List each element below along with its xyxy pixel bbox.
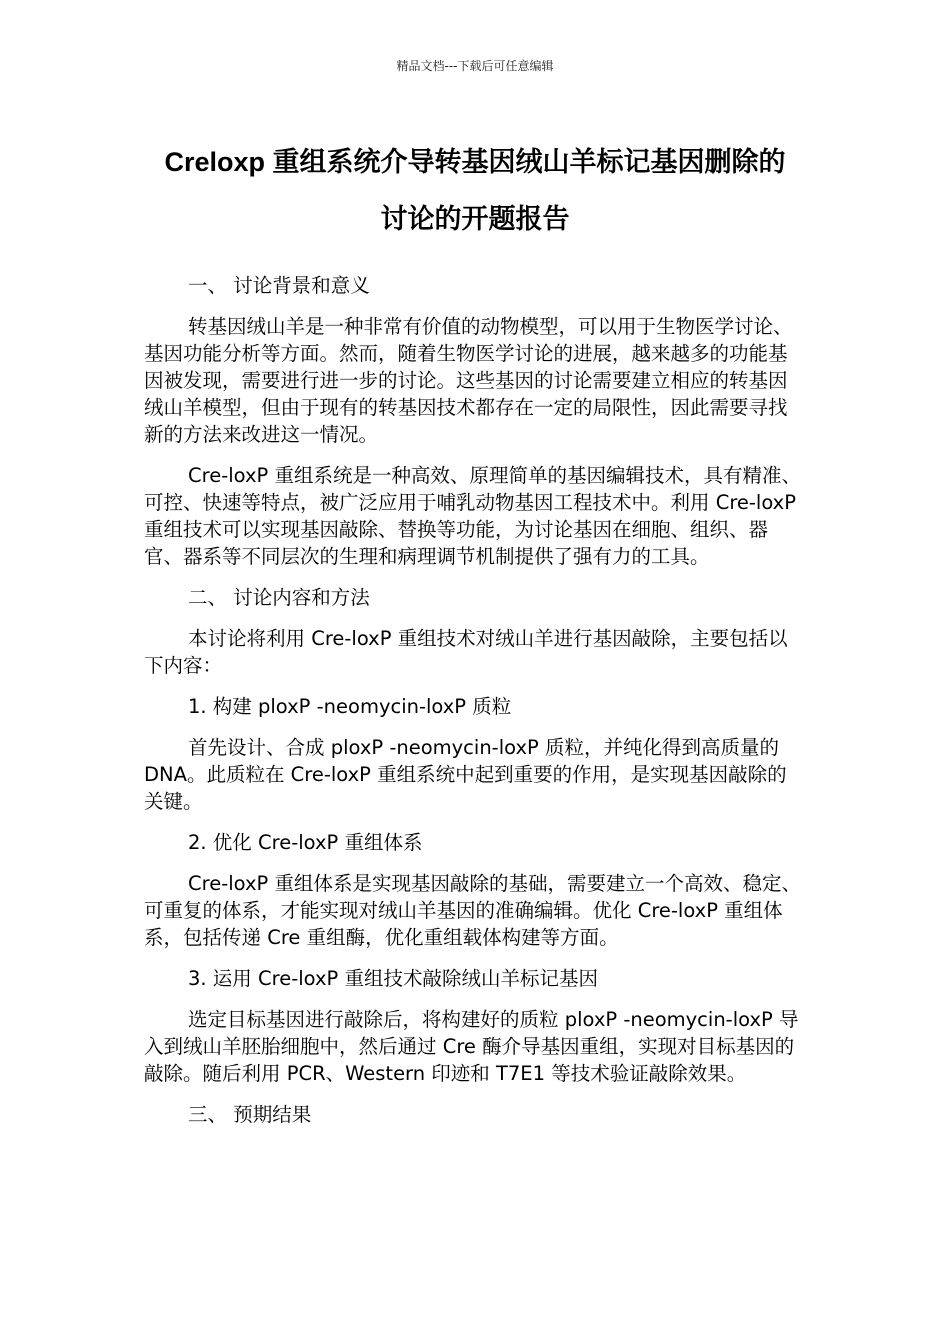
title-line-1: Creloxp 重组系统介导转基因绒山羊标记基因删除的 <box>164 147 786 177</box>
subheading-2: 2. 优化 Cre-loxP 重组体系 <box>188 831 423 854</box>
section-heading-background: 一、 讨论背景和意义 <box>188 274 370 297</box>
section-heading-results: 三、 预期结果 <box>188 1103 312 1126</box>
subheading-3: 3. 运用 Cre-loxP 重组技术敲除绒山羊标记基因 <box>188 967 598 990</box>
document-body <box>144 272 806 1142</box>
paragraph-step-3: 选定目标基因进行敲除后，将构建好的质粒 ploxP -neomycin-loxP 导入到绒山羊胚胎细胞中，然后通过 Cre 酶介导基因重组，实现对目标基因的敲除。随后利用 PCR、Western 印迹和 T7E1 等技术验证敲除效果。 <box>144 1008 799 1085</box>
title-line-2: 讨论的开题报告 <box>380 204 570 234</box>
paragraph-step-1: 首先设计、合成 ploxP -neomycin-loxP 质粒，并纯化得到高质量的 DNA。此质粒在 Cre-loxP 重组系统中起到重要的作用，是实现基因敲除的关键。 <box>144 736 787 813</box>
paragraph-step-2: Cre-loxP 重组体系是实现基因敲除的基础，需要建立一个高效、稳定、可重复的体系，才能实现对绒山羊基因的准确编辑。优化 Cre-loxP 重组体系，包括传递 Cre 重组酶，优化重组载体构建等方面。 <box>144 872 801 949</box>
subheading-1: 1. 构建 ploxP -neomycin-loxP 质粒 <box>188 695 512 718</box>
header-note: 精品文档---下载后可任意编辑 <box>396 59 554 73</box>
paragraph-content-intro: 本讨论将利用 Cre-loxP 重组技术对绒山羊进行基因敲除，主要包括以下内容： <box>144 627 788 677</box>
document-title <box>140 134 810 248</box>
section-heading-content: 二、 讨论内容和方法 <box>188 586 370 609</box>
paragraph-background-2: Cre-loxP 重组系统是一种高效、原理简单的基因编辑技术，具有精准、可控、快速等特点，被广泛应用于哺乳动物基因工程技术中。利用 Cre-loxP 重组技术可以实现基因敲除、替换等功能，为讨论基因在细胞、组织、器官、器系等不同层次的生理和病理调节机制提供了强有力的工具。 <box>144 464 801 568</box>
paragraph-background-1: 转基因绒山羊是一种非常有价值的动物模型，可以用于生物医学讨论、基因功能分析等方面。然而，随着生物医学讨论的进展，越来越多的功能基因被发现，需要进行进一步的讨论。这些基因的讨论需要建立相应的转基因绒山羊模型，但由于现有的转基因技术都存在一定的局限性，因此需要寻找新的方法来改进这一情况。 <box>144 315 793 446</box>
